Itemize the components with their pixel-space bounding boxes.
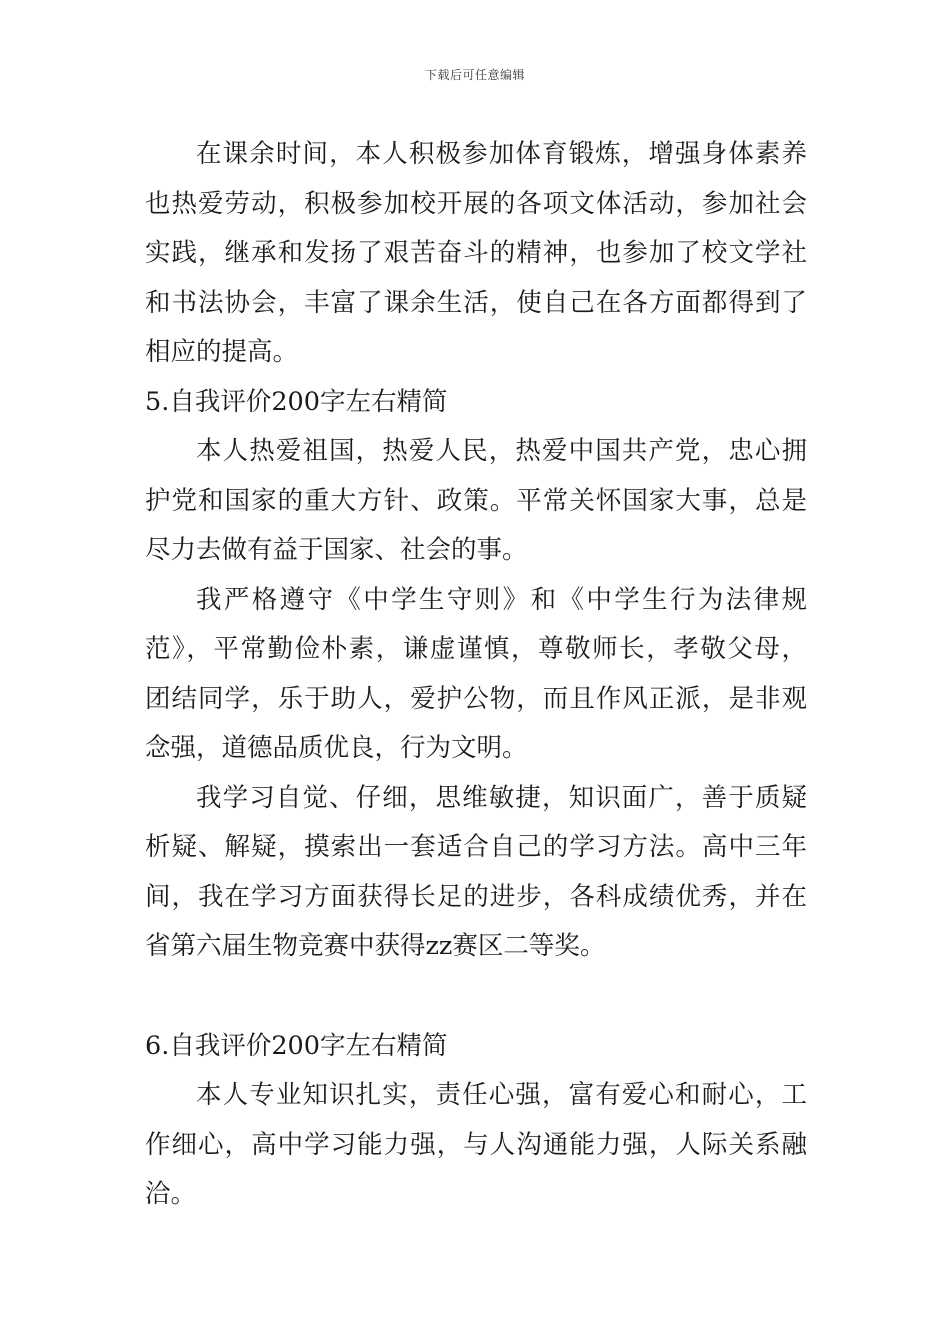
text-line: 团结同学，乐于助人，爱护公物，而且作风正派，是非观: [145, 683, 807, 714]
text-line: 本人热爱祖国，热爱人民，热爱中国共产党，忠心拥: [196, 436, 807, 466]
text-line: 间，我在学习方面获得长足的进步，各科成绩优秀，并在: [145, 881, 807, 912]
text-line: 我学习自觉、仔细，思维敏捷，知识面广，善于质疑: [196, 782, 807, 813]
paragraph-conduct: [145, 576, 807, 774]
text-line: 护党和国家的重大方针、政策。平常关怀国家大事，总是: [145, 485, 807, 516]
section-heading-6: 6.自我评价200字左右精简: [145, 1030, 448, 1061]
text-line: 本人专业知识扎实，责任心强，富有爱心和耐心，工: [196, 1080, 807, 1110]
text-line: 作细心，高中学习能力强，与人沟通能力强，人际关系融: [145, 1129, 807, 1160]
text-line: 省第六届生物竞赛中获得zz赛区二等奖。: [145, 931, 606, 961]
page-header: 下载后可任意编辑: [424, 68, 525, 82]
text-line: 实践，继承和发扬了艰苦奋斗的精神，也参加了校文学社: [145, 238, 807, 268]
text-line: 在课余时间，本人积极参加体育锻炼，增强身体素养: [196, 139, 807, 169]
text-line: 念强，道德品质优良，行为文明。: [145, 733, 528, 763]
blank-line: [145, 972, 807, 1022]
text-line: 析疑、解疑，摸索出一套适合自己的学习方法。高中三年: [145, 832, 807, 862]
text-line: 我严格遵守《中学生守则》和《中学生行为法律规: [196, 584, 807, 615]
text-line: 范》，平常勤俭朴素，谦虚谨慎，尊敬师长，孝敬父母，: [145, 634, 807, 664]
text-line: 和书法协会，丰富了课余生活，使自己在各方面都得到了: [145, 287, 807, 318]
text-line: 也热爱劳动，积极参加校开展的各项文体活动，参加社会: [145, 188, 807, 219]
text-line: 尽力去做有益于国家、社会的事。: [145, 535, 528, 565]
text-line: 洽。: [145, 1179, 197, 1209]
section-heading-5: 5.自我评价200字左右精简: [145, 386, 448, 417]
text-line: 相应的提高。: [145, 337, 299, 367]
paragraph-patriotism: [145, 427, 807, 576]
paragraph-professional: [145, 1071, 807, 1220]
document-body: [145, 130, 807, 1220]
paragraph-study: [145, 774, 807, 972]
paragraph-extracurricular: [145, 130, 807, 378]
